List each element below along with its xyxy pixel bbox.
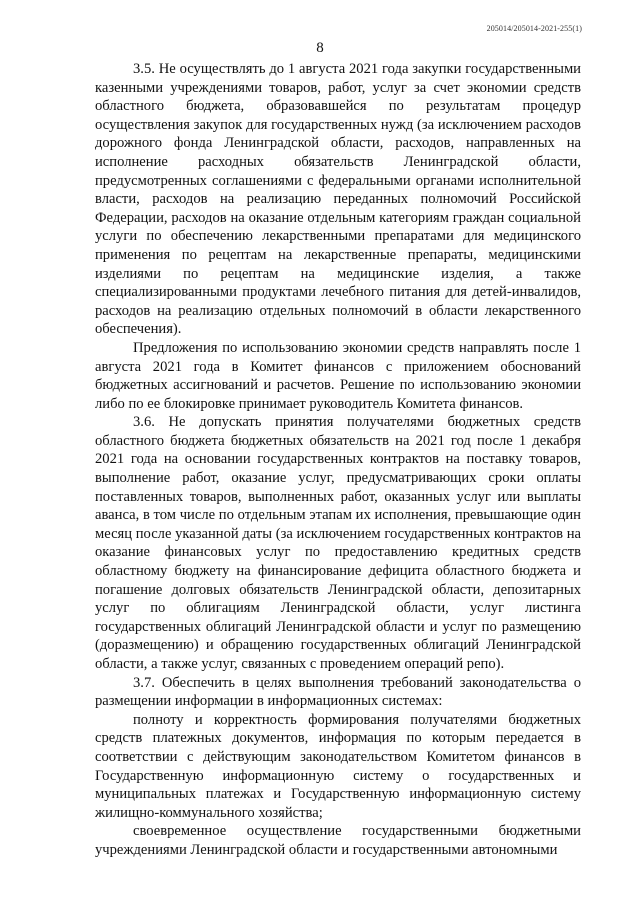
document-id: 205014/205014-2021-255(1): [486, 24, 582, 33]
paragraph-3-7: 3.7. Обеспечить в целях выполнения требований законодательства о размещении информации в информационных системах:: [95, 674, 581, 710]
page-number: 8: [316, 40, 324, 56]
paragraph-3-5: 3.5. Не осуществлять до 1 августа 2021 года закупки государственными казенными учреждениями товаров, работ, услуг за счет экономии средств областного бюджета, образовавшейся по результатам процедур осуществления закупок для государственных нужд (за исключением расходов дорожного фонда Ленинградской области, расходов, направленных на исполнение расходных обязательств Ленинградской области, предусмотренных соглашениями с федеральными органами исполнительной власти, расходов на реализацию переданных полномочий Российской Федерации, расходов на оказание отдельным категориям граждан социальной услуги по обеспечению лекарственными препаратами для медицинского применения по рецептам на лекарственные препараты, медицинскими изделиями по рецептам на медицинские изделия, а также специализированными продуктами лечебного питания для детей-инвалидов, расходов на реализацию отдельных полномочий в области лекарственного обеспечения).: [95, 61, 581, 338]
paragraph-payment-documents: полноту и корректность формирования получателями бюджетных средств платежных документов, информация по которым передается в соответствии с действующим законодательством Комитетом финансов в Государственную информационную систему о государственных и муниципальных платежах и Государственную информационную систему жилищно-коммунального хозяйства;: [95, 711, 581, 821]
paragraph-timely-implementation: своевременное осуществление государственными бюджетными учреждениями Ленинградской области и государственными автономными: [95, 823, 581, 858]
paragraph-savings-proposals: Предложения по использованию экономии средств направлять после 1 августа 2021 года в Комитет финансов с приложением обоснований бюджетных ассигнований и расчетов. Решение по использованию экономии либо по ее блокировке принимает руководитель Комитета финансов.: [95, 339, 581, 412]
paragraph-3-6: 3.6. Не допускать принятия получателями бюджетных средств областного бюджета бюджетных обязательств на 2021 год после 1 декабря 2021 года на основании государственных контрактов на поставку товаров, выполнение работ, оказание услуг, предусматривающих сроки оплаты поставленных товаров, выполненных работ, оказанных услуг или выплаты аванса, в том числе по отдельным этапам их исполнения, превышающие один месяц после указанной даты (за исключением государственных контрактов на оказание финансовых услуг по предоставлению кредитных средств областному бюджету на финансирование дефицита областного бюджета и погашение долговых обязательств Ленинградской области, депозитарных услуг по облигациям Ленинградской области, услуг листинга государственных облигаций Ленинградской области и услуг по размещению (доразмещению) и обращению государственных облигаций Ленинградской области, а также услуг, связанных с проведением операций репо).: [95, 414, 581, 672]
document-body: [95, 60, 581, 860]
